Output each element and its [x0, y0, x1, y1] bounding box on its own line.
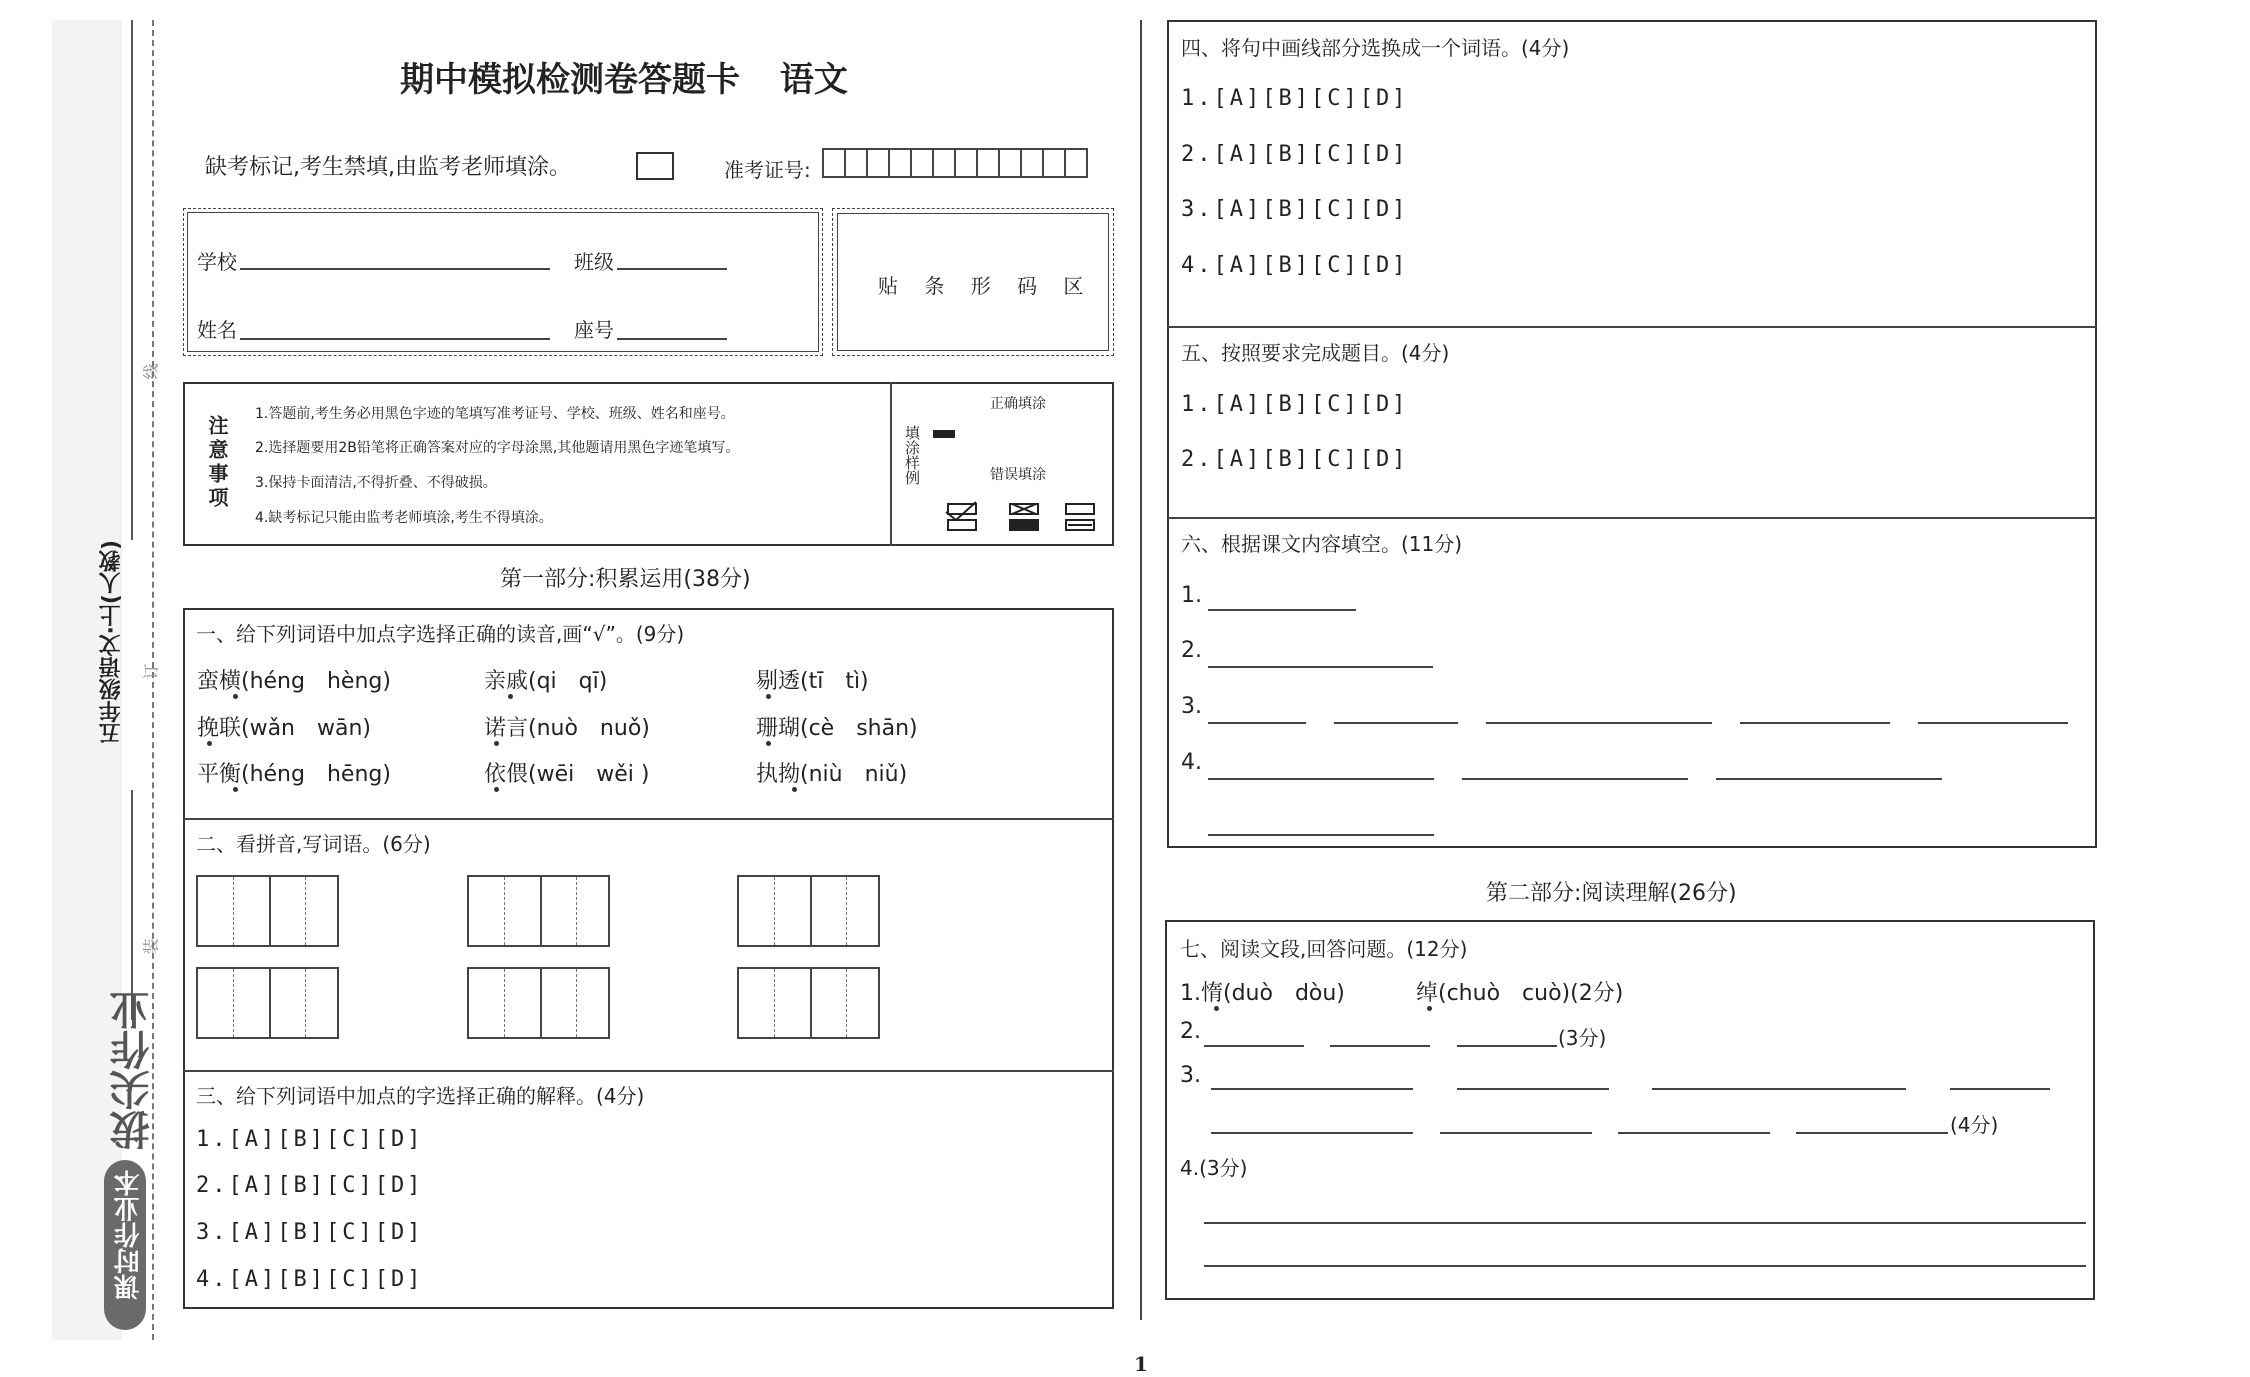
q7-line3-label: 3. [1180, 1063, 1201, 1088]
q7-blank[interactable] [1330, 1045, 1430, 1047]
q7-line2-label: 2. [1180, 1019, 1201, 1044]
spine-cut-2: 订 [141, 663, 161, 680]
part2-title: 第二部分:阅读理解(26分) [1486, 881, 1737, 906]
school-label: 学校 [197, 250, 237, 274]
q7-blank[interactable] [1457, 1045, 1557, 1047]
notice-item-4: 4.缺考标记只能由监考老师填涂,考生不得填涂。 [255, 510, 553, 526]
emphasis-dot [1427, 1006, 1432, 1011]
q7-line3-score: (4分) [1950, 1113, 1999, 1137]
spine-grade: 五年级语文·上(人教) [99, 540, 124, 745]
q6-blank[interactable] [1334, 722, 1458, 724]
q6-blank[interactable] [1740, 722, 1890, 724]
writing-grid[interactable] [737, 875, 880, 947]
q7-line1-a: 1.惰(duò dòu) [1180, 981, 1345, 1006]
q4-choice-2[interactable]: 2.[A][B][C][D] [1181, 142, 1409, 167]
q1-divider [183, 818, 1114, 820]
q1-item-2-1: 挽联(wǎn wān) [197, 716, 372, 741]
wrong-label: 错误填涂 [990, 467, 1046, 483]
q4-divider [1167, 326, 2097, 328]
q6-blank[interactable] [1486, 722, 1712, 724]
spine-cut-1: 线 [141, 363, 161, 380]
q5-choice-2[interactable]: 2.[A][B][C][D] [1181, 447, 1409, 472]
notice-divider [890, 382, 892, 546]
spine-solid-line-2 [131, 790, 133, 1020]
q3-choice-3[interactable]: 3.[A][B][C][D] [196, 1220, 424, 1245]
q7-line4: 4.(3分) [1180, 1156, 1248, 1180]
notice-title: 注意事项 [205, 415, 229, 511]
title-text: 期中模拟检测卷答题卡 [400, 60, 740, 100]
q6-title: 六、根据课文内容填空。(11分) [1181, 532, 1463, 556]
q6-blank[interactable] [1208, 778, 1434, 780]
emphasis-dot [766, 741, 771, 746]
q1-item-3-1: 平衡(héng hēng) [197, 762, 391, 787]
q4-title: 四、将句中画线部分选换成一个词语。(4分) [1181, 36, 1570, 60]
q7-line2-score: (3分) [1558, 1026, 1607, 1050]
emphasis-dot [233, 694, 238, 699]
notice-item-1: 1.答题前,考生务必用黑色字迹的笔填写准考证号、学校、班级、姓名和座号。 [255, 406, 735, 422]
emphasis-dot [792, 787, 797, 792]
q7-answer-line[interactable] [1204, 1222, 2086, 1224]
q3-title: 三、给下列词语中加点的字选择正确的解释。(4分) [196, 1084, 645, 1108]
name-field[interactable] [240, 338, 550, 340]
emphasis-dot [207, 741, 212, 746]
emphasis-dot [494, 787, 499, 792]
exam-no-label: 准考证号: [724, 158, 811, 182]
q6-label-1: 1. [1181, 583, 1202, 608]
wrong-sample-bar-icon [1066, 504, 1094, 530]
seat-label: 座号 [574, 318, 614, 342]
q7-blank[interactable] [1652, 1088, 1906, 1090]
part1-title: 第一部分:积累运用(38分) [500, 567, 751, 592]
emphasis-dot [1214, 1006, 1219, 1011]
q6-blank[interactable] [1918, 722, 2068, 724]
q3-choice-1[interactable]: 1.[A][B][C][D] [196, 1127, 424, 1152]
q6-label-3: 3. [1181, 694, 1202, 719]
q7-blank[interactable] [1211, 1132, 1413, 1134]
wrong-samples [940, 500, 1100, 536]
q7-blank[interactable] [1950, 1088, 2050, 1090]
center-divider [1140, 20, 1142, 1320]
emphasis-dot [766, 694, 771, 699]
class-field[interactable] [617, 268, 727, 270]
q6-label-4: 4. [1181, 750, 1202, 775]
q4-choice-1[interactable]: 1.[A][B][C][D] [1181, 86, 1409, 111]
q1-title: 一、给下列词语中加点字选择正确的读音,画“√”。(9分) [196, 622, 685, 646]
subject-text: 语文 [779, 60, 848, 100]
emphasis-dot [508, 694, 513, 699]
writing-grid[interactable] [196, 967, 339, 1039]
q6-blank[interactable] [1716, 778, 1942, 780]
q7-answer-line[interactable] [1204, 1265, 2086, 1267]
spine-brand-top: 课时作业本 [114, 1170, 144, 1300]
q4-choice-4[interactable]: 4.[A][B][C][D] [1181, 253, 1409, 278]
info-box [183, 208, 823, 356]
barcode-label: 贴 条 形 码 区 [878, 274, 1094, 298]
name-label: 姓名 [197, 318, 237, 342]
seat-field[interactable] [617, 338, 727, 340]
q2-title: 二、看拼音,写词语。(6分) [196, 832, 431, 856]
q3-choice-2[interactable]: 2.[A][B][C][D] [196, 1173, 424, 1198]
q3-choice-4[interactable]: 4.[A][B][C][D] [196, 1267, 424, 1292]
spine-solid-line [131, 20, 133, 540]
q6-blank[interactable] [1208, 609, 1356, 611]
writing-grid[interactable] [196, 875, 339, 947]
spine-cut-3: 装 [141, 938, 161, 955]
q7-blank[interactable] [1796, 1132, 1948, 1134]
correct-sample [933, 430, 955, 438]
q7-blank[interactable] [1440, 1132, 1592, 1134]
correct-label: 正确填涂 [990, 396, 1046, 412]
q1-item-2-3: 珊瑚(cè shān) [756, 716, 918, 741]
example-title: 填涂样例 [903, 425, 921, 485]
page-number: 1 [1134, 1352, 1148, 1376]
q5-divider [1167, 517, 2097, 519]
q1-item-1-2: 亲戚(qi qī) [484, 669, 608, 694]
q6-label-2: 2. [1181, 638, 1202, 663]
q7-blank[interactable] [1618, 1132, 1770, 1134]
exam-no-boxes[interactable] [822, 148, 1086, 178]
wrong-sample-check-icon [946, 502, 976, 530]
q7-blank[interactable] [1204, 1045, 1304, 1047]
absent-mark-box[interactable] [636, 152, 674, 180]
q6-blank[interactable] [1208, 666, 1433, 668]
notice-item-3: 3.保持卡面清洁,不得折叠、不得破损。 [255, 475, 497, 491]
q2-divider [183, 1070, 1114, 1072]
writing-grid[interactable] [467, 875, 610, 947]
school-field[interactable] [240, 268, 550, 270]
q5-title: 五、按照要求完成题目。(4分) [1181, 341, 1450, 365]
absent-mark-label: 缺考标记,考生禁填,由监考老师填涂。 [205, 155, 571, 180]
class-label: 班级 [574, 250, 614, 274]
q1-item-3-2: 依偎(wēi wěi ) [484, 762, 650, 787]
page-title [400, 52, 848, 101]
q1-item-2-2: 诺言(nuò nuǒ) [484, 716, 650, 741]
q6-blank[interactable] [1208, 834, 1434, 836]
notice-item-2: 2.选择题要用2B铅笔将正确答案对应的字母涂黑,其他题请用黑色字迹笔填写。 [255, 440, 740, 456]
emphasis-dot [233, 787, 238, 792]
emphasis-dot [494, 741, 499, 746]
wrong-sample-cross-icon [1010, 504, 1038, 530]
q7-title: 七、阅读文段,回答问题。(12分) [1180, 937, 1468, 961]
q1-item-1-1: 蛮横(héng hèng) [197, 669, 391, 694]
writing-grid[interactable] [467, 967, 610, 1039]
q6-blank[interactable] [1462, 778, 1688, 780]
q5-choice-1[interactable]: 1.[A][B][C][D] [1181, 392, 1409, 417]
q1-item-1-3: 剔透(tī tì) [756, 669, 869, 694]
q7-blank[interactable] [1211, 1088, 1413, 1090]
q7-blank[interactable] [1457, 1088, 1609, 1090]
q7-line1-b: 绰(chuò cuò)(2分) [1416, 981, 1624, 1006]
writing-grid[interactable] [737, 967, 880, 1039]
spine-brand-bottom: 拔尖作业 [110, 990, 156, 1150]
q6-blank[interactable] [1208, 722, 1306, 724]
q4-choice-3[interactable]: 3.[A][B][C][D] [1181, 197, 1409, 222]
q1-item-3-3: 执拗(niù niǔ) [756, 762, 908, 787]
